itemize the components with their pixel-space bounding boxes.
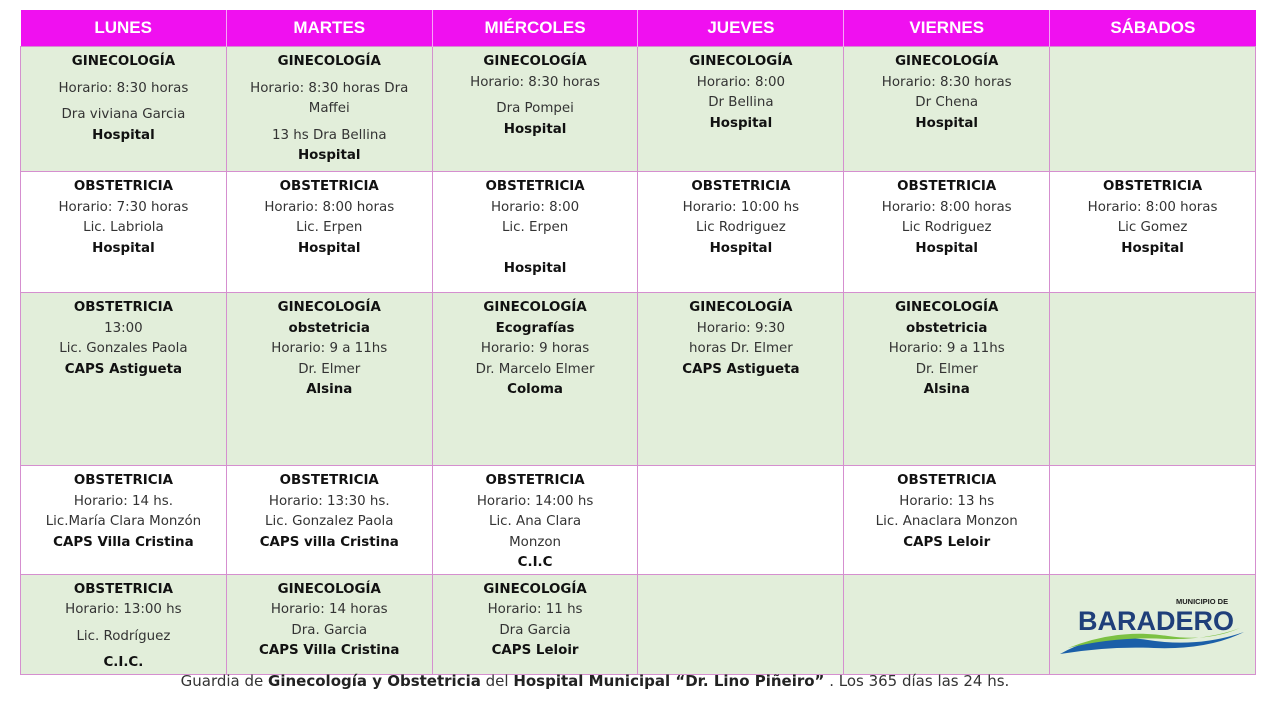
schedule-cell xyxy=(638,293,844,466)
cell-line: Dr Chena xyxy=(915,95,979,110)
cell-line: 13:00 xyxy=(104,320,143,336)
day-header-wednesday: MIÉRCOLES xyxy=(432,10,638,47)
cell-line: Horario: 9 a 11hs xyxy=(271,341,388,356)
cell-specialty: GINECOLOGÍA xyxy=(895,54,999,69)
cell-line: Dr. Elmer xyxy=(298,361,361,377)
cell-specialty: OBSTETRICIA xyxy=(73,179,173,194)
cell-place: Hospital xyxy=(709,115,773,131)
cell-place: CAPS Villa Cristina xyxy=(53,534,194,550)
cell-place: Hospital xyxy=(503,260,567,276)
cell-place: Hospital xyxy=(709,240,773,256)
cell-specialty: GINECOLOGÍA xyxy=(277,300,381,315)
cell-specialty: OBSTETRICIA xyxy=(73,300,173,315)
schedule-row xyxy=(21,466,1256,575)
logo-baradero-text: BARADERO xyxy=(1077,605,1234,636)
schedule-table xyxy=(20,10,1256,675)
cell-subspecialty: obstetricia xyxy=(906,320,988,336)
cell-line: Monzon xyxy=(509,534,562,550)
caption-part: del xyxy=(480,672,514,690)
cell-place: CAPS Leloir xyxy=(491,643,579,658)
schedule-cell xyxy=(432,172,638,293)
cell-line: Lic. Erpen xyxy=(501,220,569,235)
cell-line: Dr. Marcelo Elmer xyxy=(475,361,595,377)
cell-line: Horario: 8:30 horas Dra xyxy=(250,80,409,96)
day-header-tuesday: MARTES xyxy=(226,10,432,47)
cell-line: Horario: 9:30 xyxy=(696,320,786,336)
logo-cell xyxy=(1050,574,1256,674)
cell-place: Alsina xyxy=(923,382,970,397)
cell-line: Lic Gomez xyxy=(1117,220,1188,235)
schedule-cell xyxy=(226,293,432,466)
schedule-cell-empty xyxy=(844,574,1050,674)
schedule-cell xyxy=(1050,172,1256,293)
schedule-cell xyxy=(226,574,432,674)
cell-line: Horario: 13:30 hs. xyxy=(268,493,390,509)
schedule-cell xyxy=(21,293,227,466)
cell-line: 13 hs Dra Bellina xyxy=(271,127,387,143)
schedule-cell xyxy=(21,172,227,293)
cell-specialty: OBSTETRICIA xyxy=(485,473,585,488)
caption-specialties: Ginecología y Obstetricia xyxy=(268,672,481,690)
cell-line: Horario: 14 hs. xyxy=(73,493,173,509)
cell-place: C.I.C. xyxy=(103,655,144,670)
cell-specialty: GINECOLOGÍA xyxy=(689,300,793,315)
cell-line: Horario: 14 horas xyxy=(270,602,388,617)
schedule-cell xyxy=(844,47,1050,172)
footer-caption xyxy=(0,672,1190,690)
cell-place: Alsina xyxy=(306,382,353,397)
cell-line: Horario: 9 horas xyxy=(480,341,590,356)
schedule-cell xyxy=(226,466,432,575)
cell-place: CAPS Astigueta xyxy=(682,361,800,377)
schedule-cell xyxy=(432,466,638,575)
cell-specialty: GINECOLOGÍA xyxy=(895,300,999,315)
cell-line: Horario: 11 hs xyxy=(487,602,583,617)
schedule-cell xyxy=(844,466,1050,575)
cell-line: Dr. Elmer xyxy=(915,361,978,377)
cell-line: Horario: 14:00 hs xyxy=(476,493,594,509)
schedule-cell-empty xyxy=(1050,466,1256,575)
schedule-cell xyxy=(21,574,227,674)
cell-line: Dr Bellina xyxy=(708,95,774,110)
cell-specialty: GINECOLOGÍA xyxy=(689,54,793,69)
schedule-row xyxy=(21,47,1256,172)
cell-subspecialty: Ecografías xyxy=(495,320,575,336)
schedule-row xyxy=(21,172,1256,293)
cell-subspecialty: obstetricia xyxy=(288,320,370,336)
cell-specialty: GINECOLOGÍA xyxy=(277,581,381,597)
cell-place: CAPS Villa Cristina xyxy=(259,643,400,658)
cell-specialty: OBSTETRICIA xyxy=(73,581,173,597)
schedule-cell xyxy=(638,172,844,293)
cell-line: Horario: 8:30 horas xyxy=(58,80,189,96)
cell-line: Lic. Gonzales Paola xyxy=(59,341,188,356)
cell-line: Horario: 8:00 xyxy=(490,199,580,215)
cell-line: Horario: 10:00 hs xyxy=(682,199,800,215)
cell-specialty: GINECOLOGÍA xyxy=(71,54,176,69)
cell-place: C.I.C xyxy=(517,555,553,570)
day-header-saturday: SÁBADOS xyxy=(1050,10,1256,47)
logo-municipio-text: MUNICIPIO DE xyxy=(1175,596,1228,606)
cell-line: Lic. Rodríguez xyxy=(76,628,171,644)
caption-part: Guardia de xyxy=(180,672,269,690)
schedule-row xyxy=(21,574,1256,674)
cell-place: Hospital xyxy=(915,240,979,256)
cell-line: Horario: 8:00 horas xyxy=(881,199,1012,215)
day-header-monday: LUNES xyxy=(21,10,227,47)
cell-line: Horario: 8:00 xyxy=(696,74,786,90)
cell-line: Maffei xyxy=(308,101,350,116)
cell-line: Horario: 9 a 11hs xyxy=(888,341,1005,356)
cell-line: Lic Rodriguez xyxy=(901,220,992,235)
day-header-friday: VIERNES xyxy=(844,10,1050,47)
cell-specialty: OBSTETRICIA xyxy=(279,473,379,488)
cell-line: Lic. Gonzalez Paola xyxy=(265,514,394,529)
schedule-cell-empty xyxy=(638,574,844,674)
cell-line: Lic. Anaclara Monzon xyxy=(875,514,1018,529)
cell-line: Dra Pompei xyxy=(496,101,574,116)
cell-specialty: GINECOLOGÍA xyxy=(483,300,587,315)
cell-line: Dra Garcia xyxy=(499,622,571,638)
cell-place: Hospital xyxy=(297,148,361,163)
schedule-cell-empty xyxy=(1050,47,1256,172)
cell-line: horas Dr. Elmer xyxy=(689,341,793,356)
schedule-cell xyxy=(21,466,227,575)
schedule-cell xyxy=(432,574,638,674)
schedule-cell-empty xyxy=(638,466,844,575)
cell-line: Lic Rodriguez xyxy=(696,220,786,235)
cell-line: Horario: 13:00 hs xyxy=(65,602,182,617)
cell-place: Hospital xyxy=(503,121,567,137)
cell-line: Lic.María Clara Monzón xyxy=(45,514,202,529)
baradero-logo xyxy=(1058,592,1248,662)
caption-part: . Los 365 días las 24 hs. xyxy=(824,672,1010,690)
cell-place: CAPS Astigueta xyxy=(64,361,183,377)
schedule-cell xyxy=(432,47,638,172)
cell-specialty: OBSTETRICIA xyxy=(691,179,791,194)
schedule-cell xyxy=(226,47,432,172)
cell-place: CAPS Leloir xyxy=(903,534,991,550)
schedule-cell xyxy=(432,293,638,466)
cell-line: Horario: 8:00 horas xyxy=(1087,199,1218,215)
caption-hospital: Hospital Municipal “Dr. Lino Piñeiro” xyxy=(513,672,825,690)
cell-line: Horario: 8:30 horas xyxy=(881,74,1012,90)
cell-specialty: OBSTETRICIA xyxy=(485,179,585,194)
schedule-cell xyxy=(844,293,1050,466)
schedule-row xyxy=(21,293,1256,466)
cell-line: Horario: 8:00 horas xyxy=(264,199,395,215)
cell-place: Hospital xyxy=(92,240,155,256)
header-row xyxy=(21,10,1256,47)
schedule-cell-empty xyxy=(1050,293,1256,466)
schedule-cell xyxy=(844,172,1050,293)
cell-specialty: OBSTETRICIA xyxy=(279,179,379,194)
cell-place: Hospital xyxy=(915,115,979,131)
cell-line: Lic. Ana Clara xyxy=(488,514,582,529)
cell-line: Horario: 7:30 horas xyxy=(58,199,189,215)
cell-specialty: GINECOLOGÍA xyxy=(277,54,381,69)
cell-specialty: GINECOLOGÍA xyxy=(483,581,587,597)
cell-specialty: GINECOLOGÍA xyxy=(483,54,587,69)
schedule-cell xyxy=(226,172,432,293)
schedule-cell xyxy=(638,47,844,172)
cell-specialty: OBSTETRICIA xyxy=(1103,179,1203,194)
cell-specialty: OBSTETRICIA xyxy=(897,179,997,194)
cell-line: Horario: 8:30 horas xyxy=(470,74,600,90)
cell-place: Hospital xyxy=(92,127,155,143)
cell-place: Coloma xyxy=(507,382,563,397)
cell-line: Lic. Erpen xyxy=(296,220,363,235)
schedule-cell xyxy=(21,47,227,172)
cell-specialty: OBSTETRICIA xyxy=(897,473,997,488)
cell-line: Dra viviana Garcia xyxy=(61,107,186,122)
day-header-thursday: JUEVES xyxy=(638,10,844,47)
cell-line: Horario: 13 hs xyxy=(899,493,995,509)
cell-specialty: OBSTETRICIA xyxy=(73,473,173,488)
cell-place: Hospital xyxy=(297,240,361,256)
cell-line: Lic. Labriola xyxy=(83,220,164,235)
cell-place: CAPS villa Cristina xyxy=(259,534,399,550)
cell-line: Dra. Garcia xyxy=(291,622,368,638)
cell-place: Hospital xyxy=(1121,240,1184,256)
